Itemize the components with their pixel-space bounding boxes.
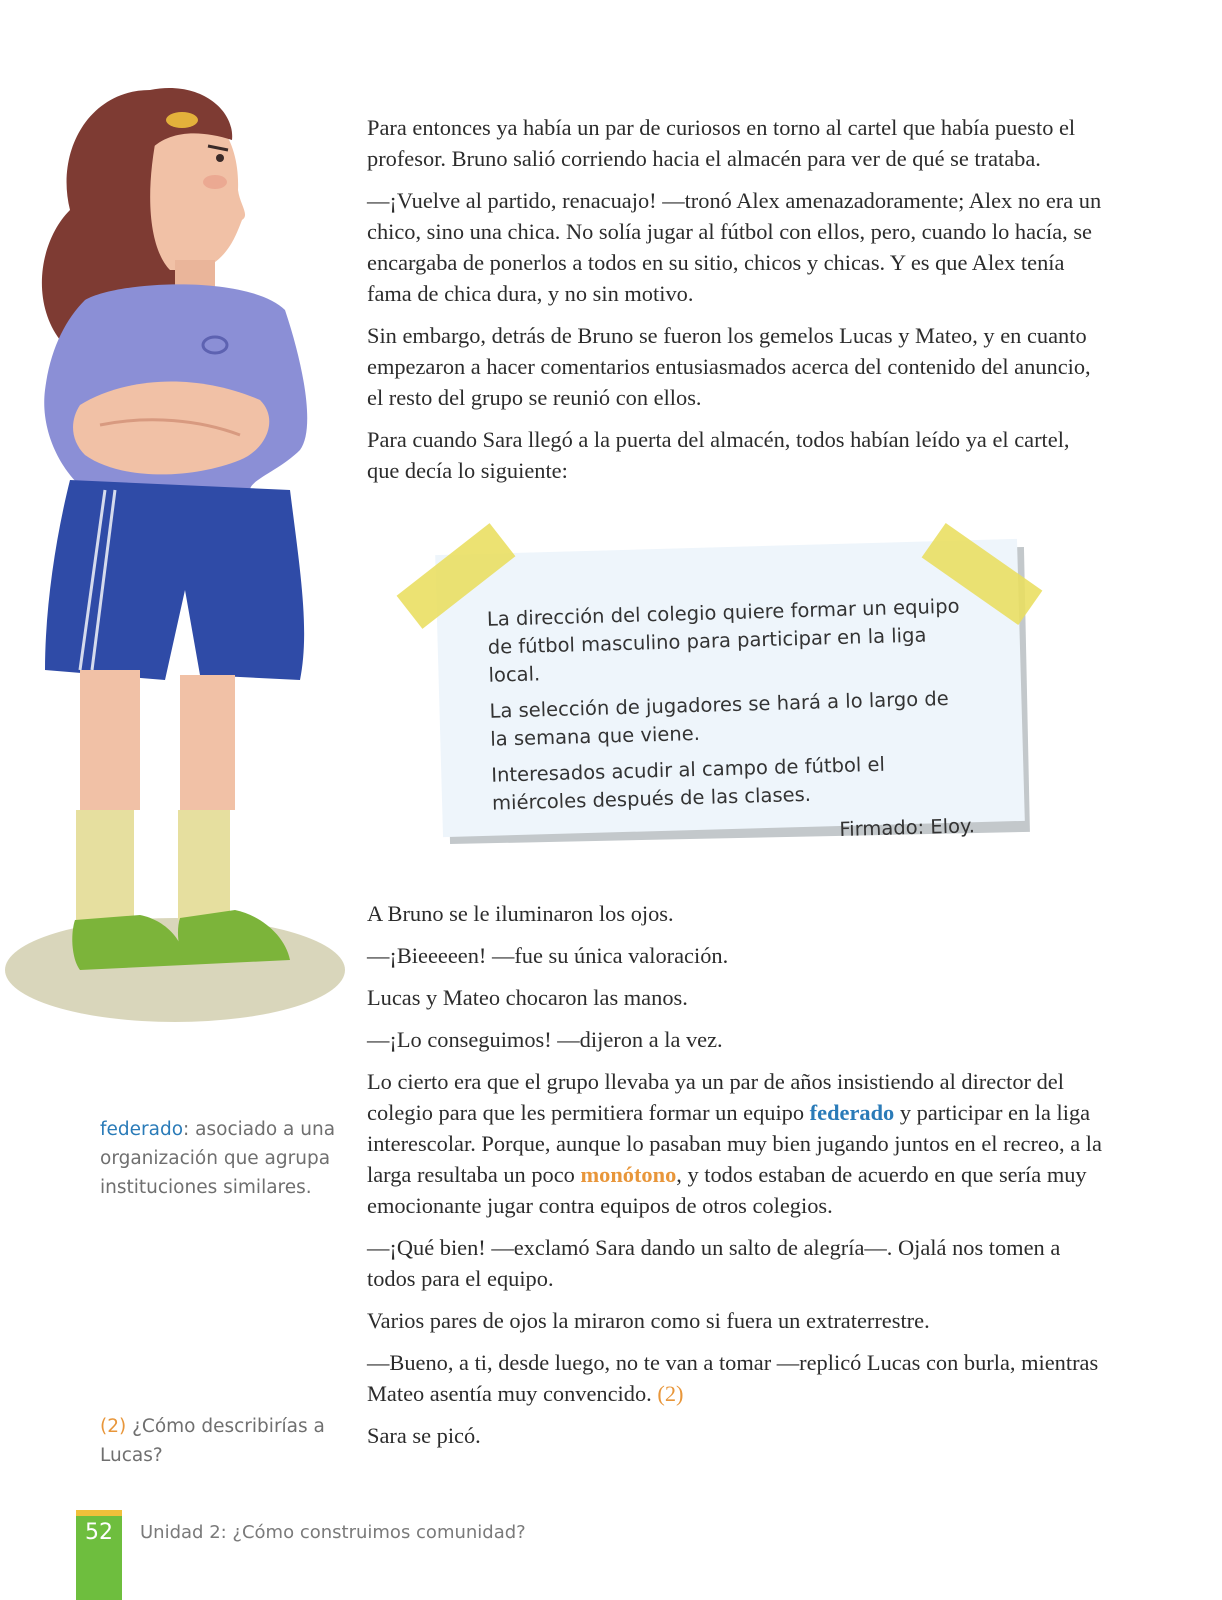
- left-leg: [80, 670, 140, 810]
- footer-page-tab-accent: [76, 1510, 122, 1516]
- right-shoe: [178, 910, 290, 965]
- paragraph: —¡Vuelve al partido, renacuajo! —tronó Alex amenazadoramente; Alex no era un chico, sino una chica. No solía jugar al fútbol con ellos, pero, cuando lo hacía, se encargaba de ponerlos a todos en su sitio, chicos y chicas. Y es que Alex tenía fama de chica dura, y no sin motivo.: [367, 188, 1102, 306]
- story-text: [367, 112, 1102, 497]
- question-number: (2): [100, 1416, 127, 1437]
- notice-signature: Firmado: Eloy.: [839, 814, 976, 841]
- page-number: 52: [85, 1520, 113, 1545]
- paragraph: Varios pares de ojos la miraron como si fuera un extraterrestre.: [367, 1308, 930, 1333]
- paragraph: Sin embargo, detrás de Bruno se fueron los gemelos Lucas y Mateo, y en cuanto empezaron a hacer comentarios entusiasmados acerca del contenido del anuncio, el resto del grupo se reunió con ellos.: [367, 323, 1091, 410]
- question-reference: (2): [657, 1381, 684, 1406]
- unit-title: Unidad 2: ¿Cómo construimos comunidad?: [140, 1522, 526, 1543]
- paragraph: —¡Qué bien! —exclamó Sara dando un salto de alegría—. Ojalá nos tomen a todos para el equipo.: [367, 1235, 1061, 1291]
- text-run: Lo cierto era que el grupo llevaba ya un par de años insistiendo al director del colegio para que les permitiera formar un equipo: [367, 1069, 1064, 1125]
- text-run: y participar en la liga interescolar. Porque, aunque lo pasaban muy bien jugando juntos en el recreo, a la larga resultaba un poco: [367, 1100, 1102, 1187]
- left-sock: [76, 810, 134, 920]
- notice-line: Interesados acudir al campo de fútbol el miércoles después de las clases.: [491, 752, 886, 815]
- glossary-note: [100, 1115, 350, 1202]
- text-run: , y todos estaban de acuerdo en que sería muy emocionante jugar contra equipos de otros colegios.: [367, 1162, 1087, 1218]
- notice-line: La dirección del colegio quiere formar un equipo de fútbol masculino para participar en la liga local.: [486, 594, 960, 687]
- glossary-word-federado: federado: [809, 1100, 895, 1125]
- paragraph: Para cuando Sara llegó a la puerta del almacén, todos habían leído ya el cartel, que decía lo siguiente:: [367, 427, 1070, 483]
- right-sock: [178, 810, 230, 920]
- text-run: —Bueno, a ti, desde luego, no te van a tomar —replicó Lucas con burla, mientras Mateo asentía muy convencido.: [367, 1350, 1099, 1406]
- girl-illustration: [0, 70, 360, 1060]
- highlight-word-monotono: monótono: [580, 1162, 677, 1187]
- glossary-definition: : asociado a una organización que agrupa instituciones similares.: [100, 1119, 336, 1198]
- paragraph: —¡Lo conseguimos! —dijeron a la vez.: [367, 1027, 723, 1052]
- ground-shadow: [5, 918, 345, 1022]
- story-text-continued: [367, 898, 1102, 1462]
- paragraph: A Bruno se le iluminaron los ojos.: [367, 901, 674, 926]
- glossary-term: federado: [100, 1119, 184, 1140]
- paragraph: Para entonces ya había un par de curiosos en torno al cartel que había puesto el profesor. Bruno salió corriendo hacia el almacén para ver de qué se trataba.: [367, 115, 1076, 171]
- right-leg: [180, 675, 235, 810]
- paragraph: [367, 1347, 1102, 1409]
- notice-poster: [395, 515, 1075, 885]
- comprehension-question: [100, 1412, 350, 1470]
- paragraph: Lucas y Mateo chocaron las manos.: [367, 985, 688, 1010]
- notice-card: [435, 539, 1025, 841]
- paragraph: [367, 1066, 1102, 1221]
- hair-clip: [166, 112, 198, 128]
- paragraph: Sara se picó.: [367, 1423, 481, 1448]
- question-text: ¿Cómo describirías a Lucas?: [100, 1416, 325, 1466]
- notice-line: La selección de jugadores se hará a lo largo de la semana que viene.: [489, 686, 950, 751]
- paragraph: —¡Bieeeeen! —fue su única valoración.: [367, 943, 729, 968]
